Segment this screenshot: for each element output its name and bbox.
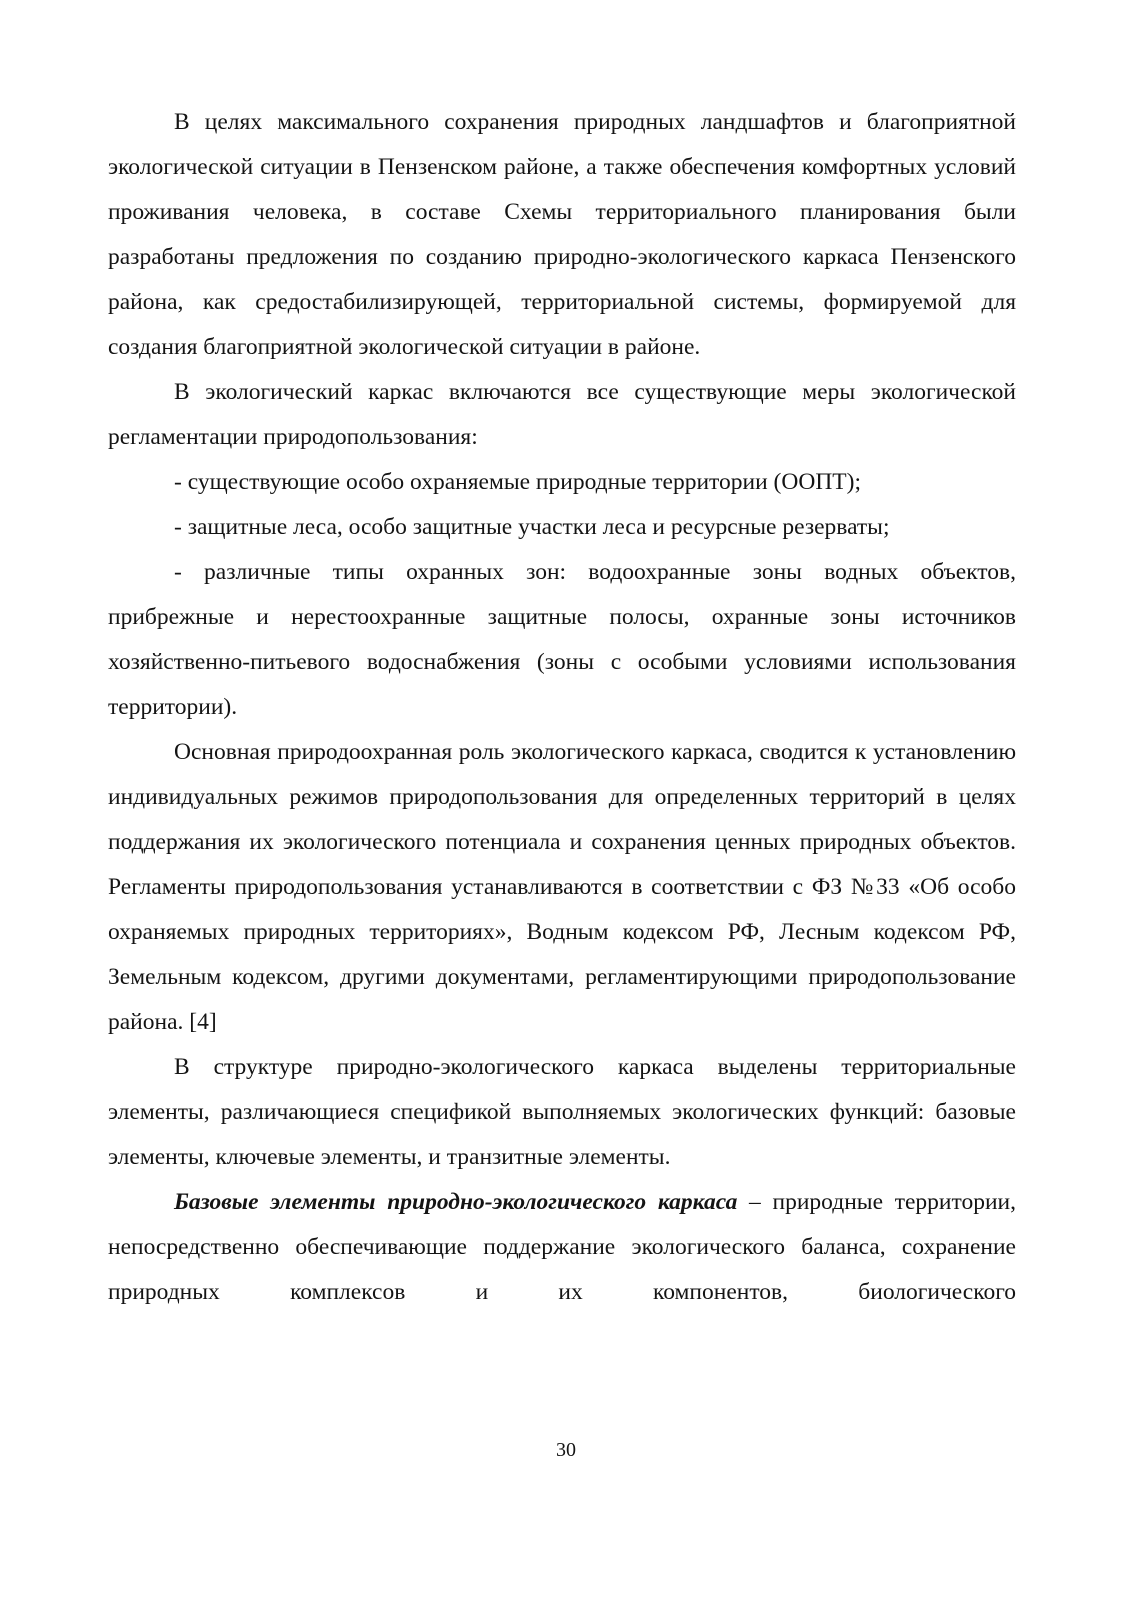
base-elements-term: Базовые элементы природно-экологического каркаса	[174, 1189, 738, 1215]
base-elements-definition: – природные территории, непосредственно обеспечивающие поддержание экологического баланса, сохранение природных комплексов и их компонентов, биологического	[108, 1189, 1016, 1305]
document-body	[108, 100, 1016, 1315]
list-item-protection-zones: - различные типы охранных зон: водоохранные зоны водных объектов, прибрежные и нерестоохранные защитные полосы, охранные зоны источников хозяйственно-питьевого водоснабжения (зоны с особыми условиями использования территории).	[108, 559, 1016, 720]
paragraph-ecological-framework-measures: В экологический каркас включаются все существующие меры экологической регламентации природопользования:	[108, 379, 1016, 450]
paragraph-main-role: Основная природоохранная роль экологического каркаса, сводится к установлению индивидуальных режимов природопользования для определенных территорий в целях поддержания их экологического потенциала и сохранения ценных природных объектов. Регламенты природопользования устанавливаются в соответствии с ФЗ №33 «Об особо охраняемых природных территориях», Водным кодексом РФ, Лесным кодексом РФ, Земельным кодексом, другими документами, регламентирующими природопользование района. [4]	[108, 739, 1016, 1035]
paragraph-landscape-preservation: В целях максимального сохранения природных ландшафтов и благоприятной экологической ситуации в Пензенском районе, а также обеспечения комфортных условий проживания человека, в составе Схемы территориального планирования были разработаны предложения по созданию природно-экологического каркаса Пензенского района, как средостабилизирующей, территориальной системы, формируемой для создания благоприятной экологической ситуации в районе.	[108, 109, 1016, 360]
paragraph-base-elements	[108, 1180, 1016, 1315]
paragraph-framework-structure: В структуре природно-экологического каркаса выделены территориальные элементы, различающиеся спецификой выполняемых экологических функций: базовые элементы, ключевые элементы, и транзитные элементы.	[108, 1054, 1016, 1170]
page-number: 30	[556, 1439, 576, 1461]
list-item-protected-areas: - существующие особо охраняемые природные территории (ООПТ);	[174, 469, 861, 495]
list-item-protective-forests: - защитные леса, особо защитные участки леса и ресурсные резерваты;	[174, 514, 890, 540]
